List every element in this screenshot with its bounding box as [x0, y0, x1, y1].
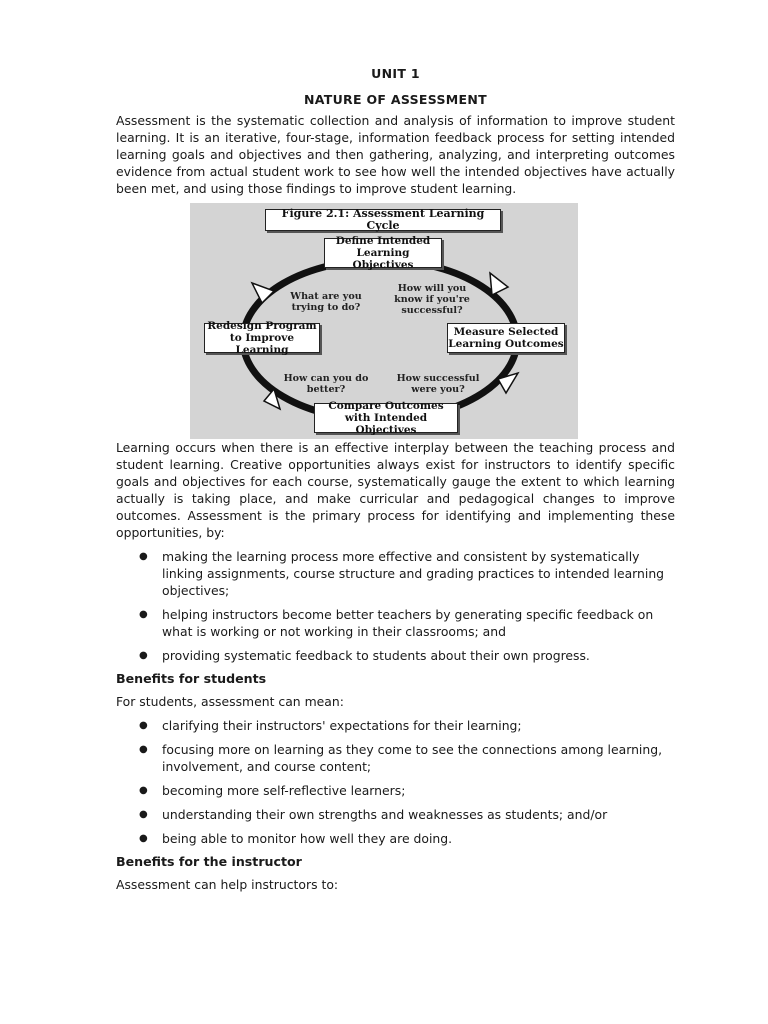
cycle-arrow-icon	[490, 273, 508, 295]
document-page	[116, 66, 675, 893]
stage-define-objectives: Define Intended Learning Objectives	[324, 238, 442, 268]
question-how-know: How will you know if you're successful?	[394, 283, 470, 316]
question-how-successful: How successful were you?	[396, 373, 480, 395]
stage-redesign-program: Redesign Program to Improve Learning	[204, 323, 320, 353]
stage-measure-outcomes: Measure Selected Learning Outcomes	[447, 323, 565, 353]
students-heading: Benefits for students	[116, 671, 267, 686]
list-item: ● being able to monitor how well they are doing.	[139, 831, 453, 846]
bullet-icon: ●	[139, 609, 148, 620]
stage-compare-outcomes: Compare Outcomes with Intended Objectives	[314, 403, 458, 433]
opportunities-list	[116, 548, 675, 664]
assessment-cycle-figure	[190, 203, 578, 439]
bullet-icon: ●	[139, 720, 148, 731]
list-item: ● understanding their own strengths and weaknesses as students; and/or	[139, 807, 608, 822]
list-item: ● making the learning process more effective and consistent by systematically linking assignments, course structure and grading practices to intended learning objectives;	[139, 549, 665, 598]
students-intro: For students, assessment can mean:	[116, 694, 344, 709]
list-item: ● clarifying their instructors' expectations for their learning;	[139, 718, 522, 733]
figure-title: Figure 2.1: Assessment Learning Cycle	[265, 209, 501, 231]
instructor-heading: Benefits for the instructor	[116, 854, 302, 869]
bullet-icon: ●	[139, 833, 148, 844]
instructor-intro: Assessment can help instructors to:	[116, 877, 339, 892]
page-title: NATURE OF ASSESSMENT	[304, 92, 487, 107]
list-item: ● helping instructors become better teachers by generating specific feedback on what is working or not working in their classrooms; and	[139, 607, 654, 639]
intro-paragraph: Assessment is the systematic collection and analysis of information to improve student learning. It is an iterative, four-stage, information feedback process for setting intended learning goals and objectives and then gathering, analyzing, and interpreting outcomes evidence from actual student work to see how well the intended objectives have actually been met, and using those findings to improve student learning.	[116, 113, 675, 196]
list-item: ● providing systematic feedback to students about their own progress.	[139, 648, 590, 663]
question-do-better: How can you do better?	[283, 373, 369, 395]
unit-title: UNIT 1	[371, 66, 420, 81]
list-item: ● becoming more self-reflective learners;	[139, 783, 406, 798]
bullet-icon: ●	[139, 650, 148, 661]
bullet-icon: ●	[139, 809, 148, 820]
interplay-paragraph: Learning occurs when there is an effective interplay between the teaching process and student learning. Creative opportunities always exist for instructors to identify specific goals and objectives for each course, systematically gauge the extent to which learning actually is taking place, and make curricular and pedagogical changes to improve outcomes. Assessment is the primary process for identifying and implementing these opportunities, by:	[116, 440, 675, 540]
cycle-arrow-icon	[252, 283, 274, 303]
bullet-icon: ●	[139, 785, 148, 796]
student-benefits-list	[116, 717, 675, 847]
question-what-trying: What are you trying to do?	[290, 291, 362, 313]
bullet-icon: ●	[139, 744, 148, 755]
bullet-icon: ●	[139, 551, 148, 562]
list-item: ● focusing more on learning as they come to see the connections among learning, involvement, and course content;	[139, 742, 663, 774]
